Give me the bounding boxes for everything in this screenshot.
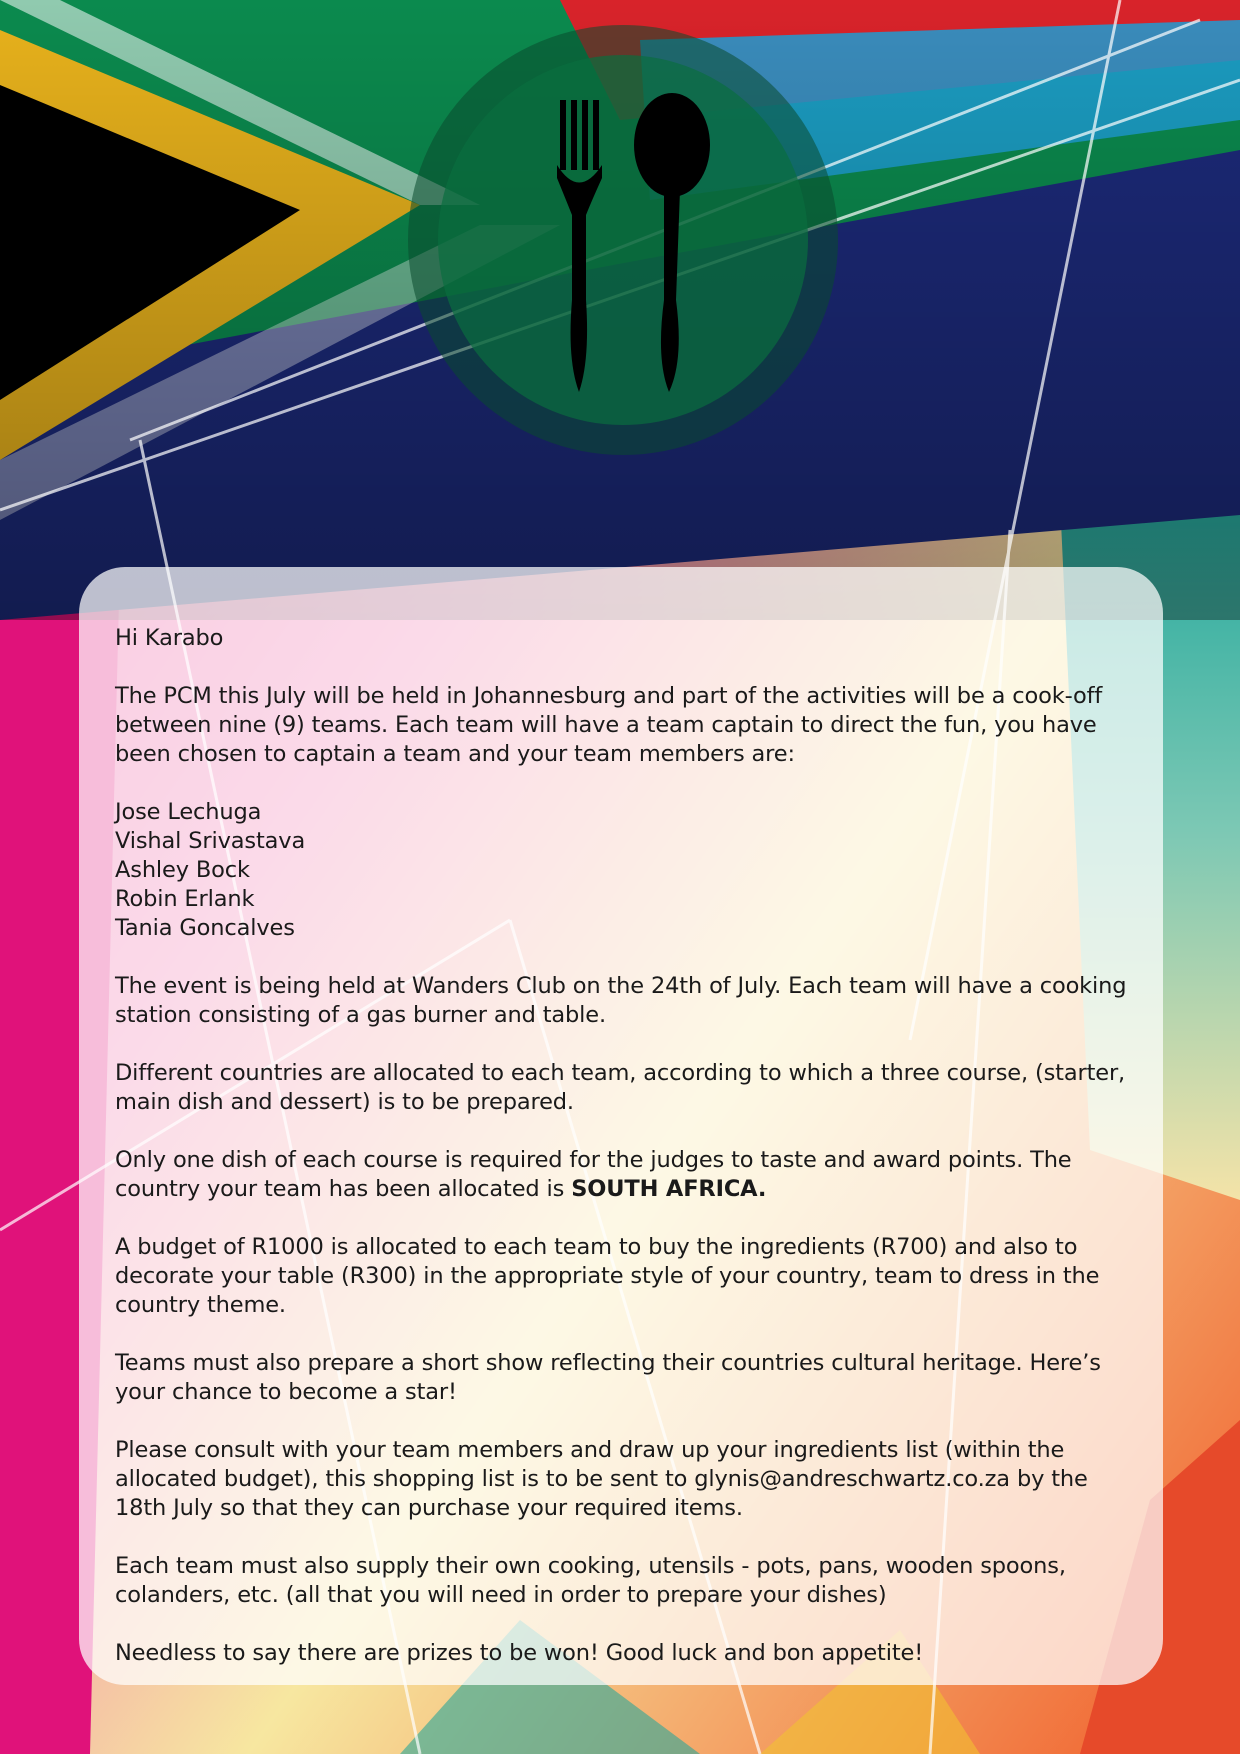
allocation-paragraph (115, 1146, 1127, 1204)
plate-fork-spoon-icon (408, 25, 838, 455)
team-member: Jose Lechuga (115, 799, 262, 825)
greeting: Hi Karabo (115, 625, 224, 651)
allocation-text: Only one dish of each course is required for the judges to taste and award points. The country your team has been allocated is (115, 1147, 1072, 1202)
letter-body (115, 624, 1127, 1668)
venue-paragraph: The event is being held at Wanders Club on the 24th of July. Each team will have a cooking station consisting of a gas burner and table. (115, 973, 1127, 1028)
utensils-paragraph: Each team must also supply their own cooking, utensils - pots, pans, wooden spoons, colanders, etc. (all that you will need in order to prepare your dishes) (115, 1553, 1066, 1608)
team-members-list (115, 798, 1127, 943)
closing-paragraph: Needless to say there are prizes to be won! Good luck and bon appetite! (115, 1640, 924, 1666)
countries-paragraph: Different countries are allocated to each team, according to which a three course, (starter, main dish and dessert) is to be prepared. (115, 1060, 1126, 1115)
team-member: Vishal Srivastava (115, 828, 306, 854)
team-member: Tania Goncalves (115, 915, 295, 941)
budget-paragraph: A budget of R1000 is allocated to each team to buy the ingredients (R700) and also to decorate your table (R300) in the appropriate style of your country, team to dress in the country theme. (115, 1234, 1100, 1318)
letter-card (79, 567, 1163, 1685)
intro-paragraph: The PCM this July will be held in Johannesburg and part of the activities will be a cook-off between nine (9) teams. Each team will have a team captain to direct the fun, you have been chosen to captain a team and your team members are: (115, 683, 1103, 767)
show-paragraph: Teams must also prepare a short show reflecting their countries cultural heritage. Here’s your chance to become a star! (115, 1350, 1101, 1405)
team-member: Robin Erlank (115, 886, 255, 912)
team-member: Ashley Bock (115, 857, 250, 883)
shopping-paragraph: Please consult with your team members and draw up your ingredients list (within the allocated budget), this shopping list is to be sent to glynis@andreschwartz.co.za by the 18th July so that they can purchase your required items. (115, 1437, 1088, 1521)
allocated-country: SOUTH AFRICA. (571, 1176, 767, 1202)
